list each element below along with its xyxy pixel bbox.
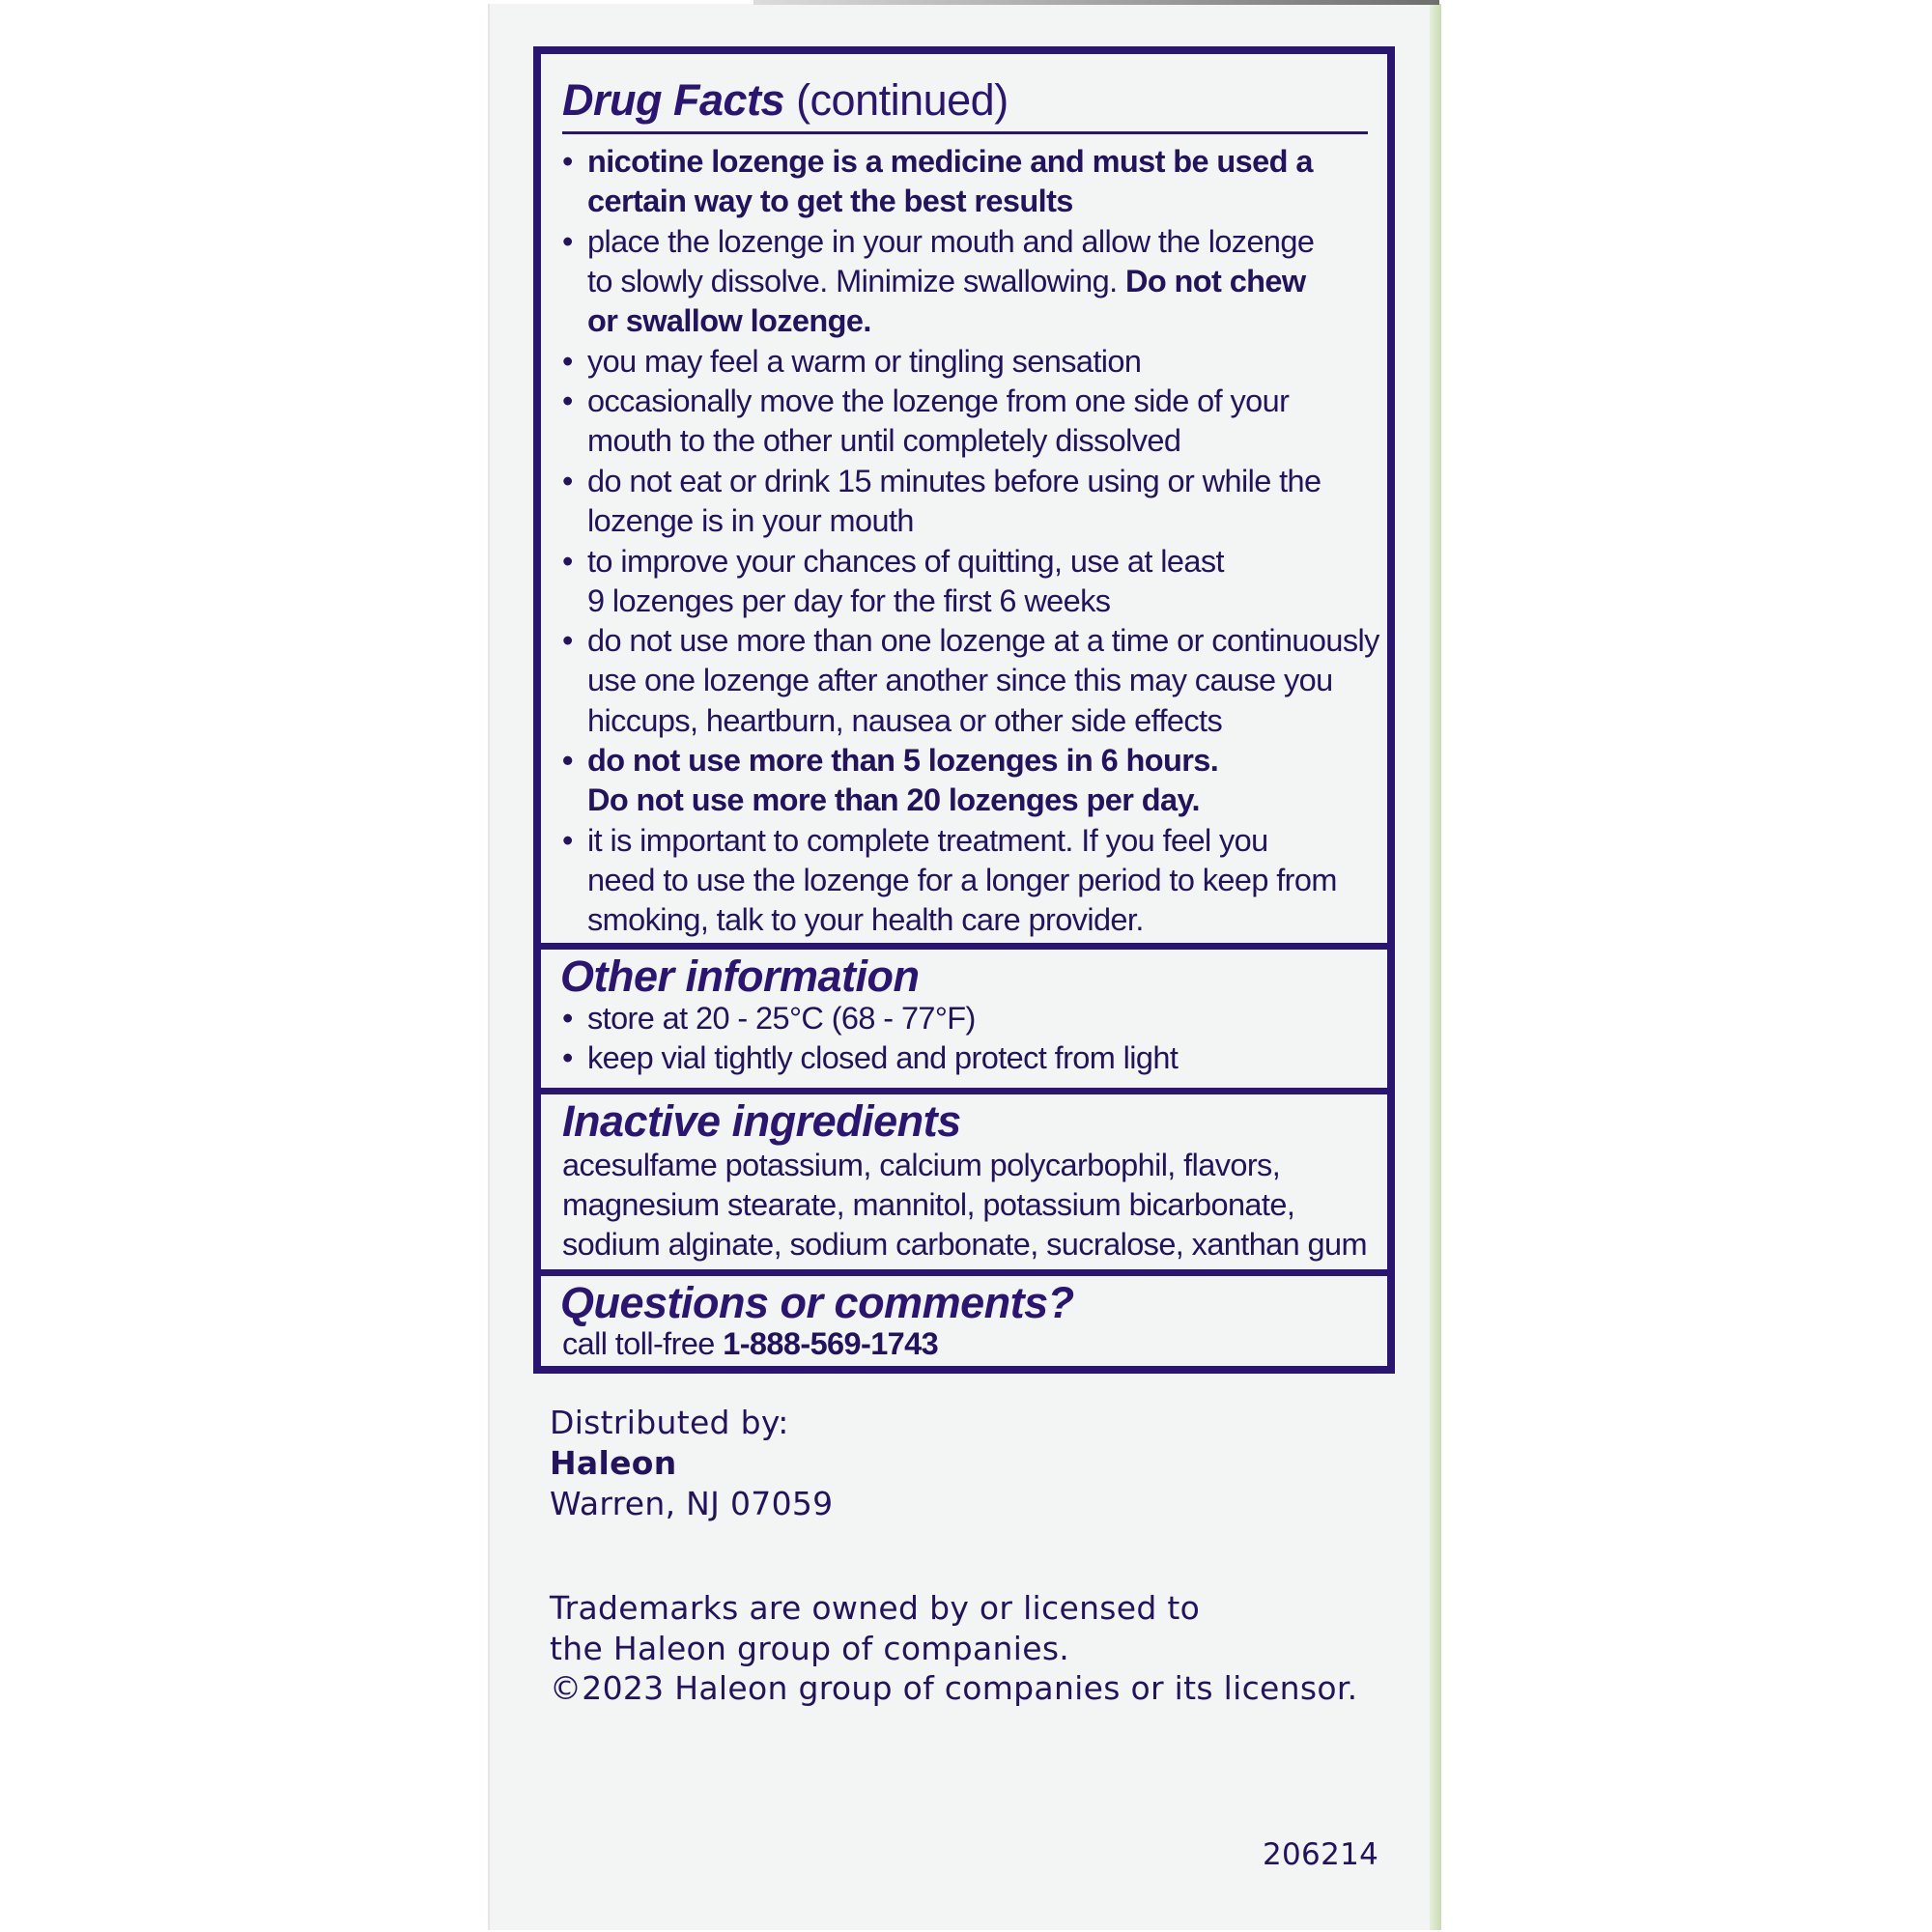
distributor-address: Warren, NJ 07059: [550, 1485, 834, 1522]
direction-2-line-3: or swallow lozenge.: [587, 303, 871, 338]
other-information-section: [541, 950, 1387, 1088]
drug-facts-title-text: Drug Facts: [562, 75, 785, 125]
direction-7-line-2: use one lozenge after another since this may cause you: [587, 663, 1333, 697]
bullet-dot: •: [562, 623, 574, 658]
direction-4-line-2: mouth to the other until completely dissolved: [587, 423, 1181, 458]
direction-8-line-2: Do not use more than 20 lozenges per day.: [587, 782, 1200, 817]
trademark-line-1: Trademarks are owned by or licensed to: [550, 1589, 1201, 1627]
direction-2-text: to slowly dissolve. Minimize swallowing.: [587, 264, 1118, 298]
title-rule: [562, 131, 1368, 134]
direction-7-line-1: do not use more than one lozenge at a time or continuously: [587, 623, 1379, 658]
direction-6-line-1: to improve your chances of quitting, use at least: [587, 544, 1224, 579]
other-information-title: Other information: [560, 952, 920, 1001]
product-code: 206214: [1263, 1837, 1379, 1872]
distributed-by-label: Distributed by:: [550, 1404, 789, 1441]
drug-facts-title-suffix: (continued): [796, 75, 1009, 125]
bullet-dot: •: [562, 224, 574, 259]
direction-9-line-1: it is important to complete treatment. If you feel you: [587, 823, 1268, 858]
direction-2-line-1: place the lozenge in your mouth and allow the lozenge: [587, 224, 1315, 259]
toll-free-prefix: call toll-free: [562, 1326, 715, 1361]
direction-7-line-3: hiccups, heartburn, nausea or other side effects: [587, 703, 1223, 738]
bullet-dot: •: [562, 823, 574, 858]
section-divider: [541, 1088, 1387, 1094]
direction-6-line-2: 9 lozenges per day for the first 6 weeks: [587, 583, 1111, 618]
bullet-dot: •: [562, 384, 574, 418]
direction-5-line-1: do not eat or drink 15 minutes before using or while the: [587, 464, 1321, 498]
bullet-dot: •: [562, 344, 574, 379]
copyright-line: ©2023 Haleon group of companies or its licensor.: [550, 1669, 1358, 1707]
direction-2-line-2: [587, 262, 1306, 301]
direction-9-line-3: smoking, talk to your health care provider.: [587, 902, 1144, 937]
bullet-dot: •: [562, 1001, 574, 1036]
package-side-edge: [1430, 4, 1441, 1930]
bullet-dot: •: [562, 544, 574, 579]
trademark-line-2: the Haleon group of companies.: [550, 1630, 1070, 1667]
bullet-dot: •: [562, 464, 574, 498]
ingredients-line-2: magnesium stearate, mannitol, potassium bicarbonate,: [562, 1187, 1295, 1222]
direction-9-line-2: need to use the lozenge for a longer period to keep from: [587, 863, 1337, 897]
bullet-dot: •: [562, 1040, 574, 1075]
bullet-dot: •: [562, 743, 574, 778]
directions-section: [541, 54, 1387, 948]
other-info-line-1: store at 20 - 25°C (68 - 77°F): [587, 1001, 976, 1036]
package-top-edge: [753, 0, 1439, 5]
direction-1-line-2: certain way to get the best results: [587, 184, 1073, 218]
section-divider: [541, 1269, 1387, 1276]
drug-facts-title: [562, 75, 1009, 126]
drug-facts-box: [533, 46, 1395, 1374]
direction-1-line-1: nicotine lozenge is a medicine and must be used a: [587, 144, 1313, 179]
direction-3-line-1: you may feel a warm or tingling sensation: [587, 344, 1142, 379]
distributor-name: Haleon: [550, 1444, 677, 1482]
ingredients-line-3: sodium alginate, sodium carbonate, sucralose, xanthan gum: [562, 1227, 1367, 1262]
direction-5-line-2: lozenge is in your mouth: [587, 503, 914, 538]
questions-title: Questions or comments?: [560, 1278, 1074, 1327]
direction-4-line-1: occasionally move the lozenge from one side of your: [587, 384, 1290, 418]
questions-section: [541, 1276, 1387, 1373]
section-divider: [541, 943, 1387, 950]
other-info-line-2: keep vial tightly closed and protect from light: [587, 1040, 1179, 1075]
direction-2-warning: Do not chew: [1124, 264, 1306, 298]
ingredients-line-1: acesulfame potassium, calcium polycarbophil, flavors,: [562, 1148, 1281, 1182]
phone-number: 1-888-569-1743: [723, 1326, 939, 1361]
inactive-ingredients-title: Inactive ingredients: [562, 1096, 961, 1146]
bullet-dot: •: [562, 144, 574, 179]
toll-free-line: [562, 1324, 938, 1364]
direction-8-line-1: do not use more than 5 lozenges in 6 hours.: [587, 743, 1219, 778]
